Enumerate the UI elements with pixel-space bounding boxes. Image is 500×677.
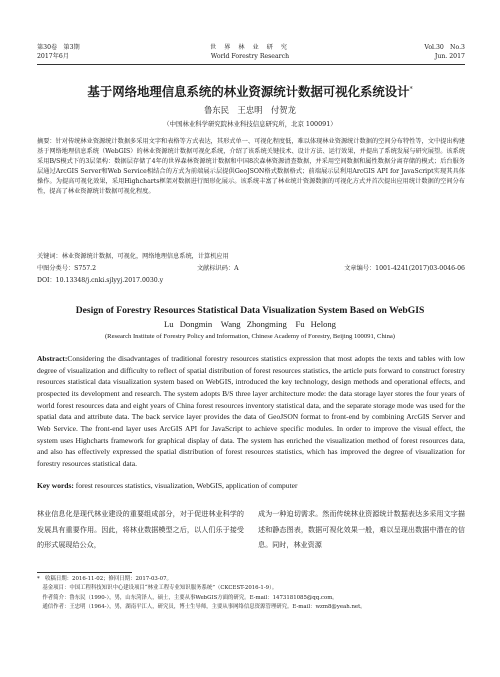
clc-number: 中图分类号：S757.2 [37, 265, 97, 272]
doi: DOI：10.13348/j.cnki.sjlyyj.2017.0030.y [37, 277, 164, 284]
affiliation-english: (Research Institute of Forestry Policy and Information, Chinese Academy of Forestry, Beijing 100091, China) [104, 333, 395, 340]
document-code: 文献标识码：A [197, 265, 239, 272]
classification-line [37, 264, 465, 274]
article-number: 文章编号：1001-4241(2017)03-0046-06 [344, 265, 465, 272]
body-column-right: 成为一种迫切需求。然而传统林业资源统计数据表达多采用文字描述和静态图表，数据可视化效果一般，难以呈现出数据中潜在的信息。同时，林业资源 [258, 509, 465, 550]
running-header [0, 43, 500, 65]
abstract-english-label: Abstract: [37, 354, 68, 363]
abstract-english-text: Considering the disadvantages of traditional forestry resources statistics expression that most adopts the texts and tables with low degree of visualization and difficulty to reflect of spatial distribution of forest resources statistics, the article puts forward to construct forestry resources statistical data visualization system based on WebGIS, introduced the key technology, design methods and operational effects, and prospected its development and research. The system adopts B/S three layer architecture mode: the data storage layer stores the four years of world forest resources data and eight years of China forest resources inventory statistical data, and the separate storage mode was used for the spatial data and attribute data. The back service layer provides the data of GeoJSON format to front-end by combining ArcGIS Server and Web Service. The front-end layer uses ArcGIS API for JavaScript to achieve specific modules. In order to improve the visual effect, the system uses Highcharts framework for graphical display of data. The system has enriched the visualization method of forest resources data, and also has effectively expressed the spatial distribution of forest resources statistics, which has improved the degree of visualization for forestry resources statistical data. [37, 354, 465, 468]
abstract-chinese [37, 137, 465, 198]
header-vol-issue-en: Vol.30 No.3 [424, 44, 465, 51]
keywords-chinese-label: 关键词： [37, 253, 62, 260]
header-vol-issue-cn: 第30卷 第3期 [37, 44, 80, 51]
title-chinese [0, 82, 500, 100]
keywords-chinese-text: 林业资源统计数据，可视化，网络地理信息系统，计算机应用 [61, 253, 229, 260]
abstract-chinese-text: 针对传统林业资源统计数据多采用文字和表格等方式表达，其形式单一、可视化程度低，难以体现林业资源统计数据的空间分布特性等，文中提出构建基于网络地理信息系统（WebGIS）的林业资源统计数据可视化系统，介绍了该系统关键技术、设计方法、运行效果，并提出了系统发展与研究展望。该系统采用B/S模式下的3层架构：数据层存储了4年的世界森林资源统计数据和中国8次森林资源清查数据，并采用空间数据和属性数据分离存储的模式；后台服务层通过ArcGIS Server和Web Service相结合的方式为前端展示层提供GeoJSON格式数据格式；前端展示层利用ArcGIS API for JavaScript实现其具体操作。为提高可视化效果，采用Highcharts框架对数据进行图形化展示。该系统丰富了林业统计资源数据的可视化方式并首次提出应用统计数据的空间分布性，提高了林业资源统计数据可视化程度。 [37, 138, 465, 196]
footnotes [37, 575, 465, 612]
title-footnote-mark: * [409, 86, 413, 93]
keywords-english-text: forest resources statistics, visualization, WebGIS, application of computer [75, 481, 298, 490]
header-journal-cn: 世 界 林 业 研 究 [210, 44, 290, 51]
header-right [424, 43, 465, 61]
keywords-chinese [37, 252, 465, 261]
title-chinese-text: 基于网络地理信息系统的林业资源统计数据可视化系统设计 [87, 84, 410, 100]
authors-chinese: 鲁东民 王忠明 付贺龙 [203, 105, 297, 115]
abstract-chinese-label: 摘要： [37, 138, 56, 145]
footnote-author: 作者简介：鲁东民（1990-），男，山东菏泽人，硕士，主要从事WebGIS方面的研究。E-mail：1473181085@qq.com。 [37, 594, 338, 601]
header-journal-en: World Forestry Research [210, 53, 290, 60]
title-english: Design of Forestry Resources Statistical Data Visualization System Based on WebGIS [75, 305, 425, 316]
footnote-corresponding: 通信作者：王忠明（1964-），男，湖南平江人，研究员，博士生导师，主要从事网络信息资源管理研究。E-mail：wzm8@yeah.net。 [37, 603, 366, 610]
body-column-left: 林业信息化是现代林业建设的重要组成部分，对于促进林业科学的发展具有重要作用。因此，将林业数据模型之后，以人们乐于接受的形式展现给公众， [37, 509, 244, 550]
keywords-english-label: Key words: [37, 481, 74, 490]
header-divider [37, 64, 465, 65]
footnote-received: * 收稿日期：2016-11-02；修回日期：2017-03-07。 [37, 576, 172, 582]
header-date-en: Jun. 2017 [434, 53, 465, 60]
authors-english: Lu Dongmin Wang Zhongming Fu Helong [164, 319, 336, 329]
header-date-cn: 2017年6月 [37, 53, 70, 60]
footnote-funding: 基金项目：中国工程科技知识中心建设项目“林业工程专业知识服务系统”（CKCEST-2016-1-9）。 [37, 585, 278, 592]
abstract-english [37, 353, 465, 470]
keywords-english [37, 481, 465, 491]
footnote-divider [37, 572, 132, 573]
affiliation-chinese: （中国林业科学研究院林业科技信息研究所，北京 100091） [163, 120, 337, 128]
